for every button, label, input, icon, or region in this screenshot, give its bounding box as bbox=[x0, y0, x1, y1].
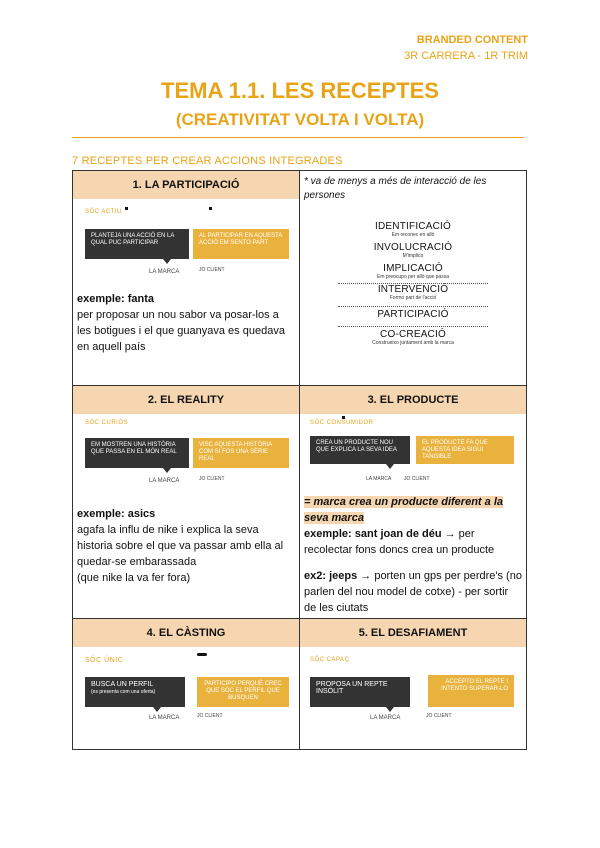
arrow-down-icon bbox=[386, 464, 394, 469]
ladder-divider bbox=[338, 326, 488, 327]
cell-heading: 2. EL REALITY bbox=[73, 386, 299, 414]
example-label: exemple: bbox=[304, 528, 352, 540]
example-label: exemple: asics bbox=[77, 508, 156, 520]
mark bbox=[209, 207, 212, 210]
diagram bbox=[73, 414, 299, 504]
brand-box: PROPOSA UN REPTE INSÒLIT bbox=[310, 677, 410, 707]
brand-label: LA MARCA bbox=[366, 476, 392, 482]
mark bbox=[197, 653, 207, 656]
cell-heading: 3. EL PRODUCTE bbox=[300, 386, 526, 414]
ladder-step: INVOLUCRACIÓ bbox=[373, 242, 453, 253]
diagram-tag: SÓC CAPAÇ bbox=[310, 657, 350, 663]
ladder-step-sub: Formo part de l'acció bbox=[389, 295, 437, 301]
client-box: EL PRODUCTE FA QUE AQUESTA IDEA SIGUI TANGIBLE bbox=[416, 436, 514, 464]
cell-heading: 4. EL CÀSTING bbox=[73, 619, 299, 647]
brand-box-text: BUSCA UN PERFIL bbox=[91, 681, 154, 688]
highlight-definition: = marca crea un producte diferent a la seva marca bbox=[304, 496, 503, 524]
diagram-tag: SÓC CURIÓS bbox=[85, 420, 129, 426]
cell-participacio bbox=[73, 171, 300, 386]
term-label: 3R CARRERA - 1R TRIM bbox=[404, 50, 528, 62]
diagram bbox=[73, 199, 299, 289]
ladder-step-sub: Em reconec en allò bbox=[391, 232, 435, 238]
cell-heading: 5. EL DESAFIAMENT bbox=[300, 619, 526, 647]
cell-casting bbox=[73, 619, 300, 750]
title-divider bbox=[72, 137, 524, 138]
section-subheading: 7 RECEPTES PER CREAR ACCIONS INTEGRADES bbox=[72, 155, 343, 167]
example2-label: ex2: jeeps bbox=[304, 570, 358, 582]
diagram bbox=[300, 647, 526, 747]
diagram bbox=[73, 647, 299, 747]
client-label: JO CLIENT bbox=[197, 713, 223, 719]
page-subtitle: (CREATIVITAT VOLTA I VOLTA) bbox=[175, 110, 425, 129]
brand-box: EM MOSTREN UNA HISTÒRIA QUE PASSA EN EL MÓN REAL bbox=[85, 438, 189, 468]
brand-label: LA MARCA bbox=[149, 715, 180, 721]
brand-box: CREA UN PRODUCTE NOU QUE EXPLICA LA SEVA IDEA bbox=[310, 436, 410, 464]
example-text: per proposar un nou sabor va posar-los a les botigues i el que guanyava es quedava en aquell país bbox=[77, 309, 285, 353]
example2-text: → porten un gps per perdre's (no parlen del nou model de cotxe) - per sortir de les ciutats bbox=[304, 570, 522, 614]
page-title: TEMA 1.1. LES RECEPTES bbox=[161, 78, 439, 103]
course-label: BRANDED CONTENT bbox=[416, 34, 528, 46]
client-label: JO CLIENT bbox=[199, 267, 225, 273]
cell-reality bbox=[73, 386, 300, 619]
client-box: PARTICIPO PERQUÈ CREC QUE SÓC EL PERFIL QUE BUSQUEN bbox=[197, 677, 289, 707]
ladder-step: IDENTIFICACIÓ bbox=[375, 221, 451, 232]
client-label: JO CLIENT bbox=[404, 476, 430, 482]
mark bbox=[125, 207, 128, 210]
ladder-step: PARTICIPACIÓ bbox=[377, 309, 449, 320]
mark bbox=[342, 416, 345, 419]
example-text-2: (que nike la va fer fora) bbox=[77, 572, 191, 584]
ladder-step: CO-CREACIÓ bbox=[380, 329, 446, 340]
example-bold: sant joan de déu bbox=[354, 528, 442, 540]
recipes-table bbox=[72, 170, 527, 750]
ladder-step: IMPLICACIÓ bbox=[383, 263, 443, 274]
client-box: AL PARTICIPAR EN AQUESTA ACCIÓ EM SENTO PART bbox=[193, 229, 289, 259]
example-label: exemple: fanta bbox=[77, 293, 155, 305]
cell-heading: 1. LA PARTICIPACIÓ bbox=[73, 171, 299, 199]
diagram bbox=[300, 414, 526, 494]
arrow-down-icon bbox=[163, 259, 171, 264]
cell-desafiament bbox=[300, 619, 527, 750]
client-box: VISC AQUESTA HISTÒRIA COM SI FOS UNA SÈRIE REAL bbox=[193, 438, 289, 468]
brand-box-subtext: (es presenta com una oferta) bbox=[91, 689, 156, 695]
ladder-step: INTERVENCIÓ bbox=[377, 284, 449, 295]
ladder-step-sub: Em preocupo per allò que passa bbox=[377, 274, 449, 280]
interaction-ladder bbox=[300, 221, 526, 346]
example-text: agafa la influ de nike i explica la seva historia sobre el que va passar amb ella al quedar-se embarassada bbox=[77, 524, 284, 568]
brand-label: LA MARCA bbox=[370, 715, 401, 721]
ladder-step-sub: Construeixo juntament amb la marca bbox=[372, 340, 454, 346]
diagram-tag: SÓC ÚNIC bbox=[85, 657, 124, 664]
ladder-divider bbox=[338, 306, 488, 307]
brand-label: LA MARCA bbox=[149, 478, 180, 484]
brand-label: LA MARCA bbox=[149, 269, 180, 275]
example-text: → per recolectar fons doncs crea un producte bbox=[304, 528, 495, 556]
arrow-down-icon bbox=[153, 707, 161, 712]
client-label: JO CLIENT bbox=[199, 476, 225, 482]
brand-box: PLANTEJA UNA ACCIÓ EN LA QUAL PUC PARTICIPAR bbox=[85, 229, 189, 259]
ladder-note: * va de menys a més de interacció de les persones bbox=[304, 176, 487, 201]
arrow-down-icon bbox=[386, 707, 394, 712]
ladder-step-sub: M'implico bbox=[402, 253, 424, 259]
diagram-tag: SÓC ACTIU bbox=[85, 209, 122, 215]
arrow-down-icon bbox=[163, 468, 171, 473]
client-label: JO CLIENT bbox=[426, 713, 452, 719]
diagram-tag: SÓC CONSUMIDOR bbox=[310, 420, 374, 426]
client-box: ACCEPTO EL REPTE I INTENTO SUPERAR-LO bbox=[428, 675, 514, 707]
cell-producte bbox=[300, 386, 527, 619]
brand-box bbox=[85, 677, 185, 707]
cell-ladder bbox=[300, 171, 527, 386]
